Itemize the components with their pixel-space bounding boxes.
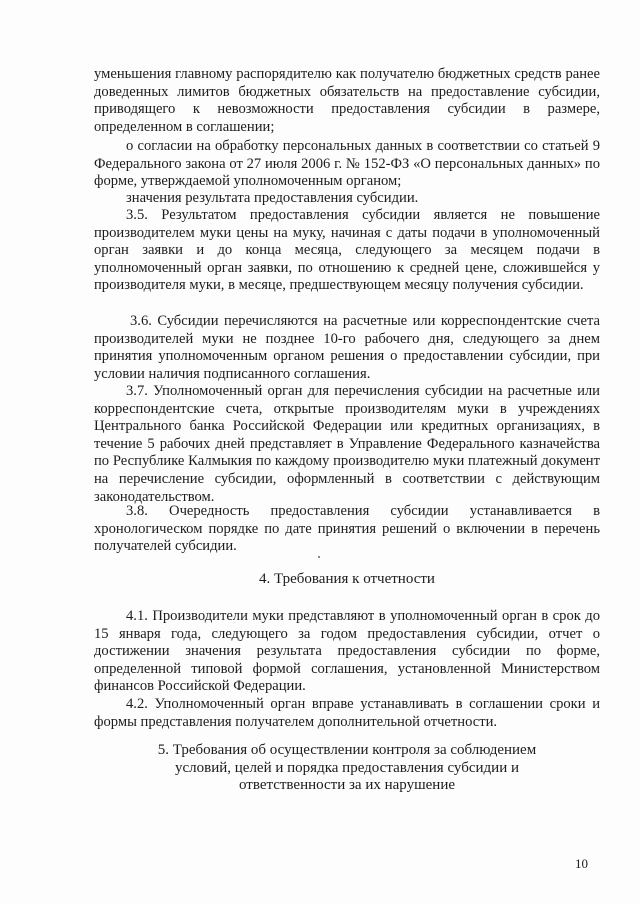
scan-speck <box>318 556 320 558</box>
section-5-heading-line-2: условий, целей и порядка предоставления субсидии и <box>174 759 519 776</box>
paragraph-3-5: 3.5. Результатом предоставления субсидии является не повышение производителем муки цены на муку, начиная с даты подачи в уполномоченный орган заявки и до конца месяца, следующего за месяцем подачи в уполномоченный орган заявки, по отношению к средней цене, сложившейся у производителя муки, в месяце, предшествующем месяцу получения субсидии. <box>94 207 600 294</box>
page-number: 10 <box>575 856 588 871</box>
paragraph-result-value: значения результата предоставления субсидии. <box>126 190 419 206</box>
section-5-heading-line-1: 5. Требования об осуществлении контроля за соблюдением <box>157 742 537 758</box>
paragraph-4-2: 4.2. Уполномоченный орган вправе устанавливать в соглашении сроки и формы представления получателем дополнительной отчетности. <box>94 696 600 730</box>
paragraph-personal-data-consent: о согласии на обработку персональных данных в соответствии со статьей 9 Федерального закона от 27 июля 2006 г. № 152-ФЗ «О персональных данных» по форме, утверждаемой уполномоченным органом; <box>94 138 600 190</box>
paragraph-3-8: 3.8. Очередность предоставления субсидии устанавливается в хронологическом порядке по дате принятия решений о включении в перечень получателей субсидии. <box>94 503 600 555</box>
paragraph-reduction-limits: уменьшения главному распорядителю как получателю бюджетных средств ранее доведенных лимитов бюджетных обязательств на предоставление субсидии, приводящего к невозможности предоставления субсидии в размере, определенном в соглашении; <box>94 66 600 135</box>
paragraph-3-6: 3.6. Субсидии перечисляются на расчетные или корреспондентские счета производителей муки не позднее 10-го рабочего дня, следующего за днем принятия уполномоченным органом решения о предоставлении субсидии, при условии наличия подписанного соглашения. <box>94 313 600 382</box>
section-5-heading-line-3: ответственности за их нарушение <box>238 777 456 794</box>
section-5-heading <box>94 742 600 795</box>
paragraph-3-7: 3.7. Уполномоченный орган для перечисления субсидии на расчетные или корреспондентские счета, открытые производителям муки в учреждениях Центрального банка Российской Федерации или кредитных организациях, в течение 5 рабочих дней представляет в Управление Федерального казначейства по Республике Калмыкия по каждому производителю муки платежный документ на перечисление субсидии, оформленный в соответствии с действующим законодательством. <box>94 383 600 505</box>
section-4-heading: 4. Требования к отчетности <box>259 571 435 587</box>
paragraph-4-1: 4.1. Производители муки представляют в уполномоченный орган в срок до 15 января года, следующего за годом предоставления субсидии, отчет о достижении значения результата предоставления субсидии по форме, определенной типовой формой соглашения, установленной Министерством финансов Российской Федерации. <box>94 608 600 695</box>
